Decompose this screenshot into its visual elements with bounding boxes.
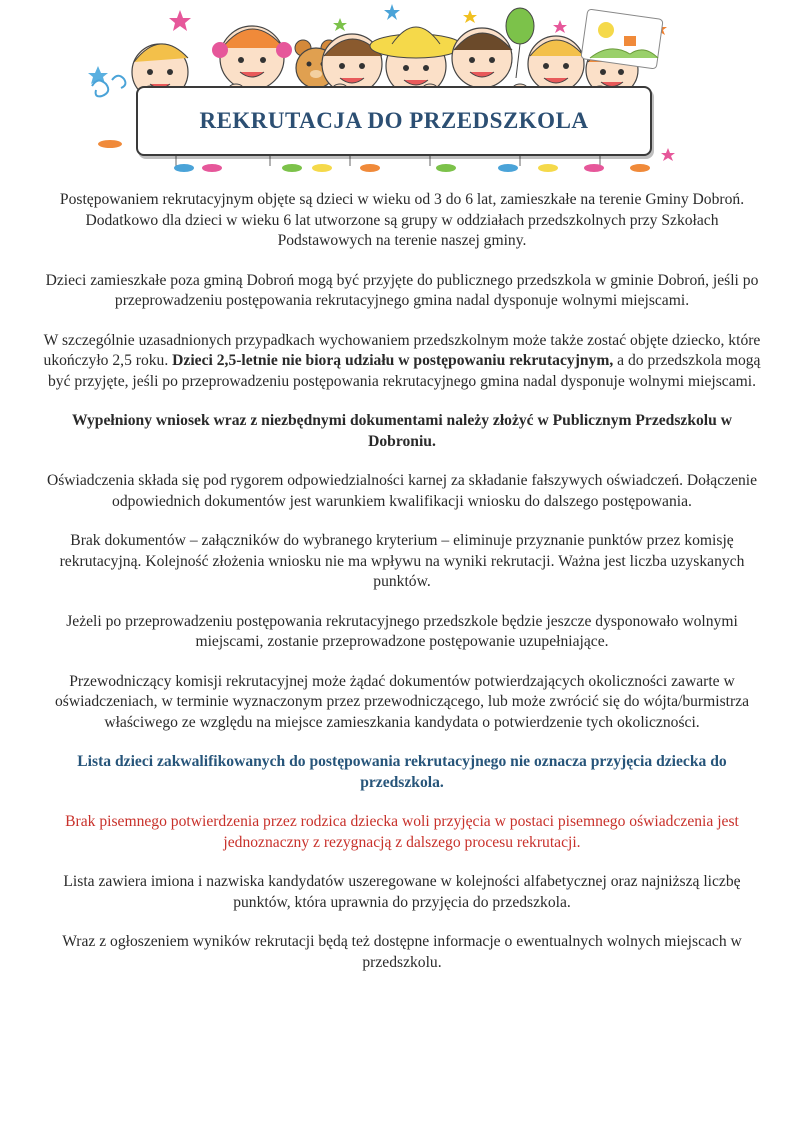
child-5 xyxy=(452,28,512,88)
paragraph-2-5-part-c: a do przedszkola mogą być przyjęte, jeśli po przeprowadzeniu postępowania rekrutacyjnego gmina nadal dysponuje wolnymi miejscami. xyxy=(47,352,761,390)
paragraph-missing-documents: Brak dokumentów – załączników do wybranego kryterium – eliminuje przyznanie punktów przez komisję rekrutacyjną. Kolejność złożenia wniosku nie ma wpływu na wyniki rekrutacji. Ważna jest liczba uzyskanych punktów. xyxy=(59,532,745,590)
title-banner xyxy=(136,86,652,156)
paragraph-2-5-bold: Dzieci 2,5-letnie nie biorą udziału w postępowaniu rekrutacyjnym, xyxy=(172,352,614,369)
paragraph-outside-residents: Dzieci zamieszkałe poza gminą Dobroń mogą być przyjęte do publicznego przedszkola w gminie Dobroń, jeśli po przeprowadzeniu postępowania rekrutacyjnego gmina nadal dysponuje wolnymi miejscami. xyxy=(45,271,759,309)
page-title: REKRUTACJA DO PRZEDSZKOLA xyxy=(199,108,589,133)
paragraph-list-contents: Lista zawiera imiona i nazwiska kandydatów uszeregowane w kolejności alfabetycznej oraz najniższą liczbę punktów, która uprawnia do przyjęcia do przedszkola. xyxy=(63,873,741,911)
paragraph-committee-chair: Przewodniczący komisji rekrutacyjnej może żądać dokumentów potwierdzających okoliczności zawarte w oświadczeniach, w terminie wyznaczonym przez przewodniczącego, lub może zwrócić się do wójta/burmistrza właściwego ze względu na miejsce zamieszkania kandydata o potwierdzenie tych okoliczności. xyxy=(54,672,750,731)
paragraph-eligibility: Postępowaniem rekrutacyjnym objęte są dzieci w wieku od 3 do 6 lat, zamieszkałe na terenie Gminy Dobroń. Dodatkowo dla dzieci w wieku 6 lat utworzone są grupy w oddziałach przedszkolnych przy Szkołach Podstawowych na terenie naszej gminy. xyxy=(59,191,745,249)
child-2 xyxy=(212,26,292,90)
notice-confirmation: Brak pisemnego potwierdzenia przez rodzica dziecka woli przyjęcia w postaci pisemnego oświadczenia jest jednoznaczny z rezygnacją z dalszego procesu rekrutacji. xyxy=(65,813,739,851)
paragraph-2-5-part-a: W szczególnie uzasadnionych przypadkach wychowaniem przedszkolnym może także zostać objęte dziecko, które ukończyło 2,5 roku. xyxy=(43,331,761,369)
paragraph-results: Wraz z ogłoszeniem wyników rekrutacji będą też dostępne informacje o ewentualnych wolnych miejscach w przedszkolu. xyxy=(62,933,742,971)
sun-landscape-icon xyxy=(581,9,663,69)
child-6 xyxy=(528,36,584,92)
document-body xyxy=(40,190,764,992)
paragraph-2-5-year-olds xyxy=(40,331,764,393)
paragraph-declarations: Oświadczenia składa się pod rygorem odpowiedzialności karnej za składanie fałszywych oświadczeń. Dołączenie odpowiednich dokumentów jest warunkiem kwalifikacji wniosku do dalszego postępowania. xyxy=(46,472,758,510)
paragraph-application-submission: Wypełniony wniosek wraz z niezbędnymi dokumentami należy złożyć w Publicznym Przedszkolu w Dobroniu. xyxy=(72,412,732,450)
paragraph-supplementary: Jeżeli po przeprowadzeniu postępowania rekrutacyjnego przedszkole będzie jeszcze dysponowało wolnymi miejscami, zostanie przeprowadzone postępowanie uzupełniające. xyxy=(66,612,738,650)
notice-qualified-list: Lista dzieci zakwalifikowanych do postępowania rekrutacyjnego nie oznacza przyjęcia dziecka do przedszkola. xyxy=(77,753,727,791)
